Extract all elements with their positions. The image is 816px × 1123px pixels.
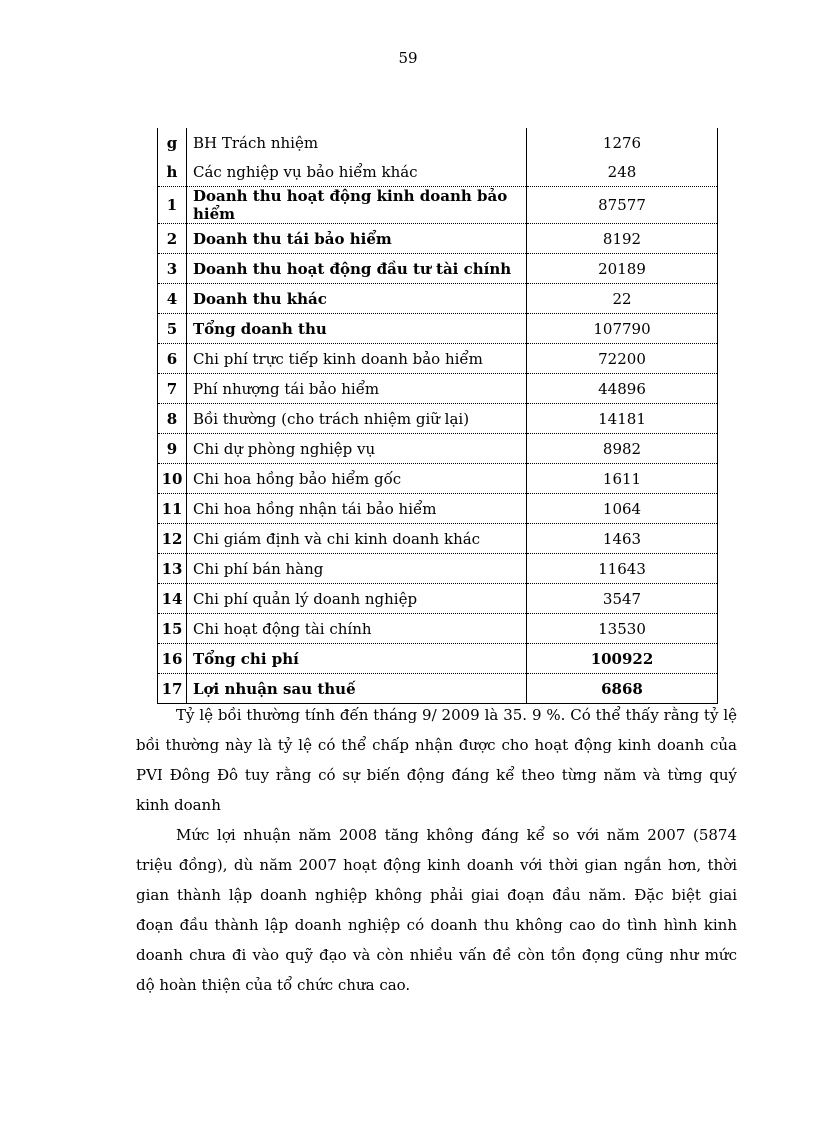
- row-description: Chi phí trực tiếp kinh doanh bảo hiểm: [187, 344, 527, 374]
- table-row: [158, 404, 718, 434]
- table-row: [158, 644, 718, 674]
- table-row: [158, 674, 718, 704]
- row-description: Phí nhượng tái bảo hiểm: [187, 374, 527, 404]
- row-value: 107790: [527, 314, 718, 344]
- row-value: 87577: [527, 187, 718, 224]
- row-description: Doanh thu khác: [187, 284, 527, 314]
- row-number: 5: [158, 314, 187, 344]
- table-row: [158, 284, 718, 314]
- row-number: 6: [158, 344, 187, 374]
- row-description: Doanh thu tái bảo hiểm: [187, 224, 527, 254]
- row-number: 13: [158, 554, 187, 584]
- table-row: [158, 494, 718, 524]
- row-value: 44896: [527, 374, 718, 404]
- row-description: Tổng doanh thu: [187, 314, 527, 344]
- row-value: 6868: [527, 674, 718, 704]
- row-value: 8192: [527, 224, 718, 254]
- table-row: [158, 157, 718, 187]
- page-number: 59: [398, 49, 418, 67]
- table-row: [158, 584, 718, 614]
- row-number: 11: [158, 494, 187, 524]
- row-description: BH Trách nhiệm: [187, 128, 527, 157]
- row-description: Lợi nhuận sau thuế: [187, 674, 527, 704]
- table-row: [158, 434, 718, 464]
- row-description: Doanh thu hoạt động kinh doanh bảo hiểm: [187, 187, 527, 224]
- row-value: 14181: [527, 404, 718, 434]
- row-value: 8982: [527, 434, 718, 464]
- table-row: [158, 524, 718, 554]
- table-row: [158, 344, 718, 374]
- row-description: Chi phí quản lý doanh nghiệp: [187, 584, 527, 614]
- row-description: Chi hoa hồng nhận tái bảo hiểm: [187, 494, 527, 524]
- row-number: g: [158, 128, 187, 157]
- row-description: Tổng chi phí: [187, 644, 527, 674]
- row-number: 15: [158, 614, 187, 644]
- row-value: 20189: [527, 254, 718, 284]
- row-description: Chi phí bán hàng: [187, 554, 527, 584]
- row-value: 11643: [527, 554, 718, 584]
- row-number: 9: [158, 434, 187, 464]
- row-description: Chi giám định và chi kinh doanh khác: [187, 524, 527, 554]
- table-row: [158, 374, 718, 404]
- table-row: [158, 224, 718, 254]
- table-row: [158, 187, 718, 224]
- row-description: Các nghiệp vụ bảo hiểm khác: [187, 157, 527, 187]
- row-value: 1611: [527, 464, 718, 494]
- table-row: [158, 614, 718, 644]
- row-number: 12: [158, 524, 187, 554]
- row-value: 1276: [527, 128, 718, 157]
- row-description: Chi hoa hồng bảo hiểm gốc: [187, 464, 527, 494]
- row-number: h: [158, 157, 187, 187]
- row-value: 13530: [527, 614, 718, 644]
- row-number: 16: [158, 644, 187, 674]
- row-number: 14: [158, 584, 187, 614]
- body-text: [136, 700, 737, 1000]
- paragraph: Tỷ lệ bồi thường tính đến tháng 9/ 2009 là 35. 9 %. Có thể thấy rằng tỷ lệ bồi thường này là tỷ lệ có thể chấp nhận được cho hoạt động kinh doanh của PVI Đông Đô tuy rằng có sự biến động đáng kể theo từng năm và từng quý kinh doanh: [136, 706, 737, 814]
- row-description: Chi hoạt động tài chính: [187, 614, 527, 644]
- row-value: 1064: [527, 494, 718, 524]
- table-row: [158, 464, 718, 494]
- row-value: 72200: [527, 344, 718, 374]
- row-value: 100922: [527, 644, 718, 674]
- row-number: 3: [158, 254, 187, 284]
- row-description: Bồi thường (cho trách nhiệm giữ lại): [187, 404, 527, 434]
- row-number: 8: [158, 404, 187, 434]
- row-value: 22: [527, 284, 718, 314]
- row-description: Chi dự phòng nghiệp vụ: [187, 434, 527, 464]
- row-number: 2: [158, 224, 187, 254]
- row-number: 1: [158, 187, 187, 224]
- row-value: 1463: [527, 524, 718, 554]
- financial-table: [157, 128, 718, 704]
- row-value: 248: [527, 157, 718, 187]
- row-description: Doanh thu hoạt động đầu tư tài chính: [187, 254, 527, 284]
- paragraph: Mức lợi nhuận năm 2008 tăng không đáng kể so với năm 2007 (5874 triệu đồng), dù năm 2007 hoạt động kinh doanh với thời gian ngắn hơn, thời gian thành lập doanh nghiệp không phải giai đoạn đầu năm. Đặc biệt giai đoạn đầu thành lập doanh nghiệp có doanh thu không cao do tình hình kinh doanh chưa đi vào quỹ đạo và còn nhiều vấn đề còn tồn đọng cũng như mức dộ hoàn thiện của tổ chức chưa cao.: [136, 826, 737, 994]
- row-value: 3547: [527, 584, 718, 614]
- row-number: 17: [158, 674, 187, 704]
- row-number: 4: [158, 284, 187, 314]
- row-number: 10: [158, 464, 187, 494]
- table-row: [158, 314, 718, 344]
- table-row: [158, 254, 718, 284]
- table-row: [158, 554, 718, 584]
- row-number: 7: [158, 374, 187, 404]
- table-row: [158, 128, 718, 157]
